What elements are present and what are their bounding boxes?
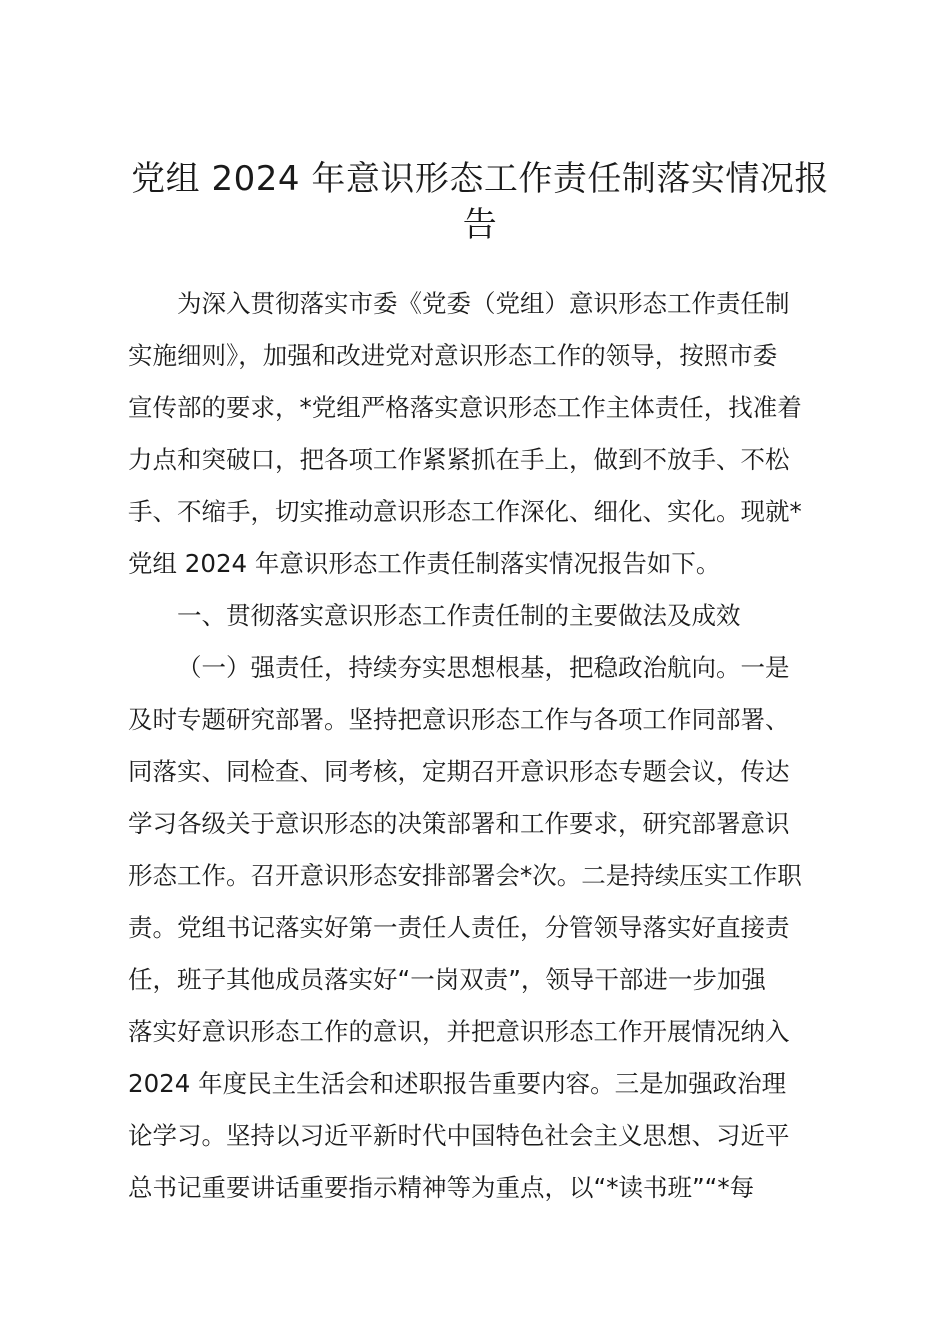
body-line: 任，班子其他成员落实好“一岗双责”，领导干部进一步加强 xyxy=(128,965,766,994)
document-title xyxy=(120,156,840,248)
body-line: 力点和突破口，把各项工作紧紧抓在手上，做到不放手、不松 xyxy=(128,445,790,474)
title-line-1: 党组 2024 年意识形态工作责任制落实情况报 xyxy=(131,159,829,199)
document-body xyxy=(128,278,832,1214)
title-line-2: 告 xyxy=(462,205,498,245)
body-line: 同落实、同检查、同考核，定期召开意识形态专题会议，传达 xyxy=(128,757,790,786)
section-heading: 一、贯彻落实意识形态工作责任制的主要做法及成效 xyxy=(177,601,741,630)
body-line: 落实好意识形态工作的意识，并把意识形态工作开展情况纳入 xyxy=(128,1017,790,1046)
body-line: 实施细则》，加强和改进党对意识形态工作的领导，按照市委 xyxy=(128,341,778,370)
body-line: 为深入贯彻落实市委《党委（党组）意识形态工作责任制 xyxy=(177,289,790,318)
body-line: 手、不缩手，切实推动意识形态工作深化、细化、实化。现就* xyxy=(128,497,802,526)
body-line: 及时专题研究部署。坚持把意识形态工作与各项工作同部署、 xyxy=(128,705,790,734)
body-line: 责。党组书记落实好第一责任人责任，分管领导落实好直接责 xyxy=(128,913,790,942)
body-line: 总书记重要讲话重要指示精神等为重点，以“*读书班”“*每 xyxy=(128,1173,755,1202)
body-line: 党组 2024 年意识形态工作责任制落实情况报告如下。 xyxy=(128,549,721,578)
subsection-line: （一）强责任，持续夯实思想根基，把稳政治航向。一是 xyxy=(177,653,790,682)
body-line: 论学习。坚持以习近平新时代中国特色社会主义思想、习近平 xyxy=(128,1121,790,1150)
body-line: 学习各级关于意识形态的决策部署和工作要求，研究部署意识 xyxy=(128,809,790,838)
body-line: 2024 年度民主生活会和述职报告重要内容。三是加强政治理 xyxy=(128,1069,787,1098)
body-line: 宣传部的要求，*党组严格落实意识形态工作主体责任，找准着 xyxy=(128,393,802,422)
body-line: 形态工作。召开意识形态安排部署会*次。二是持续压实工作职 xyxy=(128,861,802,890)
